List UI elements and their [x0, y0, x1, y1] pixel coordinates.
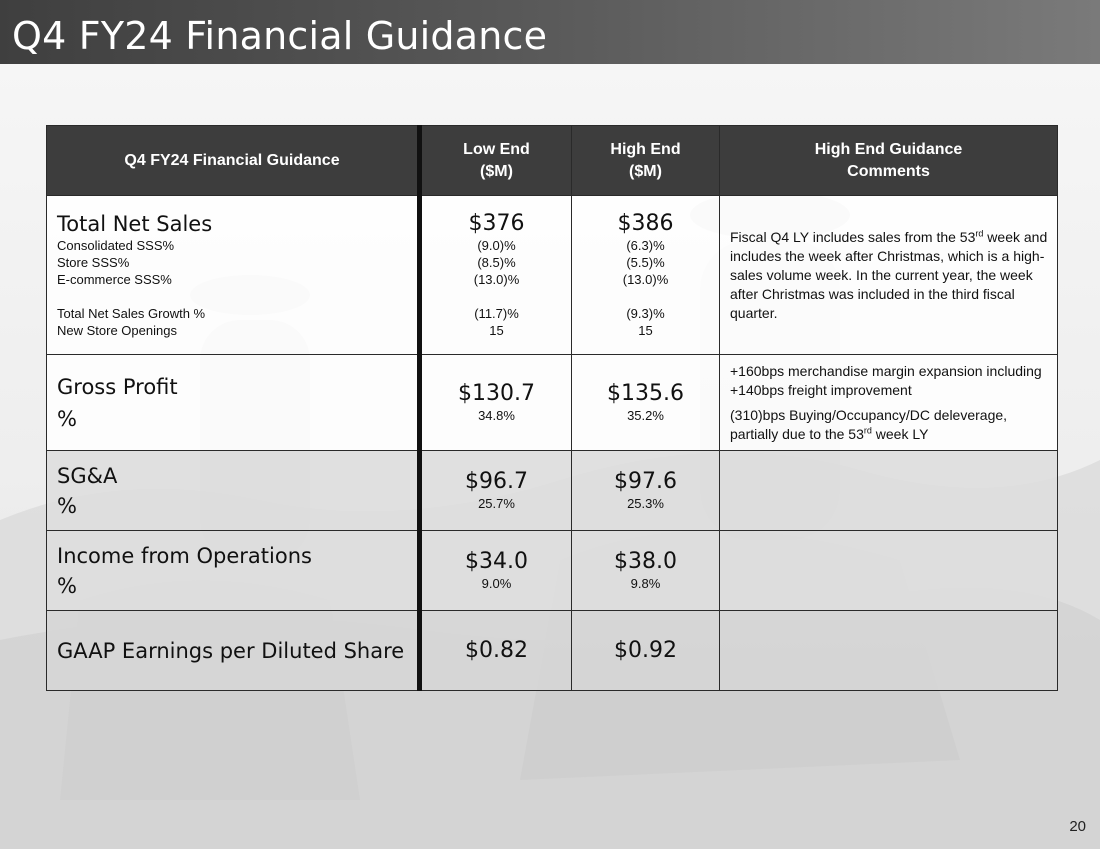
- income-ops-pct-label: %: [57, 573, 77, 598]
- sga-label-cell: [47, 451, 420, 531]
- net-sales-low: $376: [468, 211, 525, 236]
- income-ops-comment: [720, 531, 1058, 611]
- header-high-end: High End ($M): [572, 126, 720, 196]
- gross-profit-low: $130.7: [458, 381, 535, 406]
- sga-high: $97.6: [614, 469, 677, 494]
- eps-high-cell: [572, 611, 720, 691]
- income-ops-high-pct: 9.8%: [630, 576, 661, 591]
- eps-label-cell: [47, 611, 420, 691]
- net-sales-growth-label: Total Net Sales Growth %: [57, 306, 206, 321]
- sga-low: $96.7: [465, 469, 528, 494]
- net-sales-row: [47, 196, 1058, 355]
- ecommerce-sss-label: E-commerce SSS%: [57, 272, 172, 287]
- eps-high: $0.92: [614, 637, 677, 663]
- gross-profit-low-cell: [420, 355, 572, 451]
- income-ops-label-cell: [47, 531, 420, 611]
- eps-low: $0.82: [465, 637, 528, 663]
- gross-profit-row: [47, 355, 1058, 451]
- income-ops-high: $38.0: [614, 549, 677, 574]
- net-sales-label: Total Net Sales: [57, 212, 213, 236]
- consolidated-sss-high: (6.3)%: [626, 238, 665, 253]
- income-ops-high-cell: [572, 531, 720, 611]
- slide-title: Q4 FY24 Financial Guidance: [12, 14, 548, 58]
- eps-low-cell: [420, 611, 572, 691]
- new-store-openings-label: New Store Openings: [57, 323, 177, 338]
- store-sss-low: (8.5)%: [477, 255, 516, 270]
- gross-profit-high-cell: [572, 355, 720, 451]
- eps-label: GAAP Earnings per Diluted Share: [57, 638, 405, 663]
- income-ops-low: $34.0: [465, 549, 528, 574]
- sga-comment: [720, 451, 1058, 531]
- new-store-openings-high: 15: [638, 323, 653, 338]
- income-ops-row: [47, 531, 1058, 611]
- ecommerce-sss-high: (13.0)%: [622, 272, 669, 287]
- income-ops-low-cell: [420, 531, 572, 611]
- gross-profit-pct-label: %: [57, 406, 77, 431]
- ecommerce-sss-low: (13.0)%: [473, 272, 520, 287]
- sga-high-cell: [572, 451, 720, 531]
- sga-pct-label: %: [57, 493, 77, 518]
- income-ops-low-pct: 9.0%: [481, 576, 512, 591]
- eps-comment: [720, 611, 1058, 691]
- new-store-openings-low: 15: [489, 323, 504, 338]
- income-ops-label: Income from Operations: [57, 543, 312, 568]
- sga-label: SG&A: [57, 463, 118, 488]
- net-sales-label-cell: [47, 196, 420, 355]
- sga-low-pct: 25.7%: [478, 496, 515, 511]
- sga-high-pct: 25.3%: [627, 496, 664, 511]
- store-sss-high: (5.5)%: [626, 255, 665, 270]
- header-low-end: Low End ($M): [420, 126, 572, 196]
- header-row: [47, 126, 1058, 196]
- net-sales-high-cell: [572, 196, 720, 355]
- gross-profit-comment-2: (310)bps Buying/Occupancy/DC deleverage, partially due to the 53rd week LY: [730, 406, 1008, 442]
- consolidated-sss-low: (9.0)%: [477, 238, 516, 253]
- guidance-table: [46, 125, 1058, 691]
- net-sales-growth-low: (11.7)%: [474, 306, 519, 321]
- net-sales-low-cell: [420, 196, 572, 355]
- gross-profit-high: $135.6: [607, 381, 684, 406]
- net-sales-comment: Fiscal Q4 LY includes sales from the 53rd week and includes the week after Christmas, which is a high-sales volume week. In the current year, the week after Christmas was included in the third fiscal quarter.: [720, 196, 1058, 355]
- gross-profit-label-cell: [47, 355, 420, 451]
- title-bar: [0, 0, 1100, 64]
- page-number: 20: [1069, 818, 1086, 835]
- gross-profit-label: Gross Profit: [57, 374, 178, 399]
- net-sales-growth-high: (9.3)%: [626, 306, 665, 321]
- consolidated-sss-label: Consolidated SSS%: [57, 238, 175, 253]
- header-guidance: Q4 FY24 Financial Guidance: [47, 126, 420, 196]
- store-sss-label: Store SSS%: [57, 255, 130, 270]
- gross-profit-comment: [720, 355, 1058, 451]
- header-comments: High End Guidance Comments: [720, 126, 1058, 196]
- net-sales-high: $386: [617, 211, 674, 236]
- gross-profit-comment-1: +160bps merchandise margin expansion including +140bps freight improvement: [730, 362, 1042, 398]
- gross-profit-low-pct: 34.8%: [478, 408, 515, 423]
- gross-profit-high-pct: 35.2%: [627, 408, 664, 423]
- eps-row: [47, 611, 1058, 691]
- sga-low-cell: [420, 451, 572, 531]
- sga-row: [47, 451, 1058, 531]
